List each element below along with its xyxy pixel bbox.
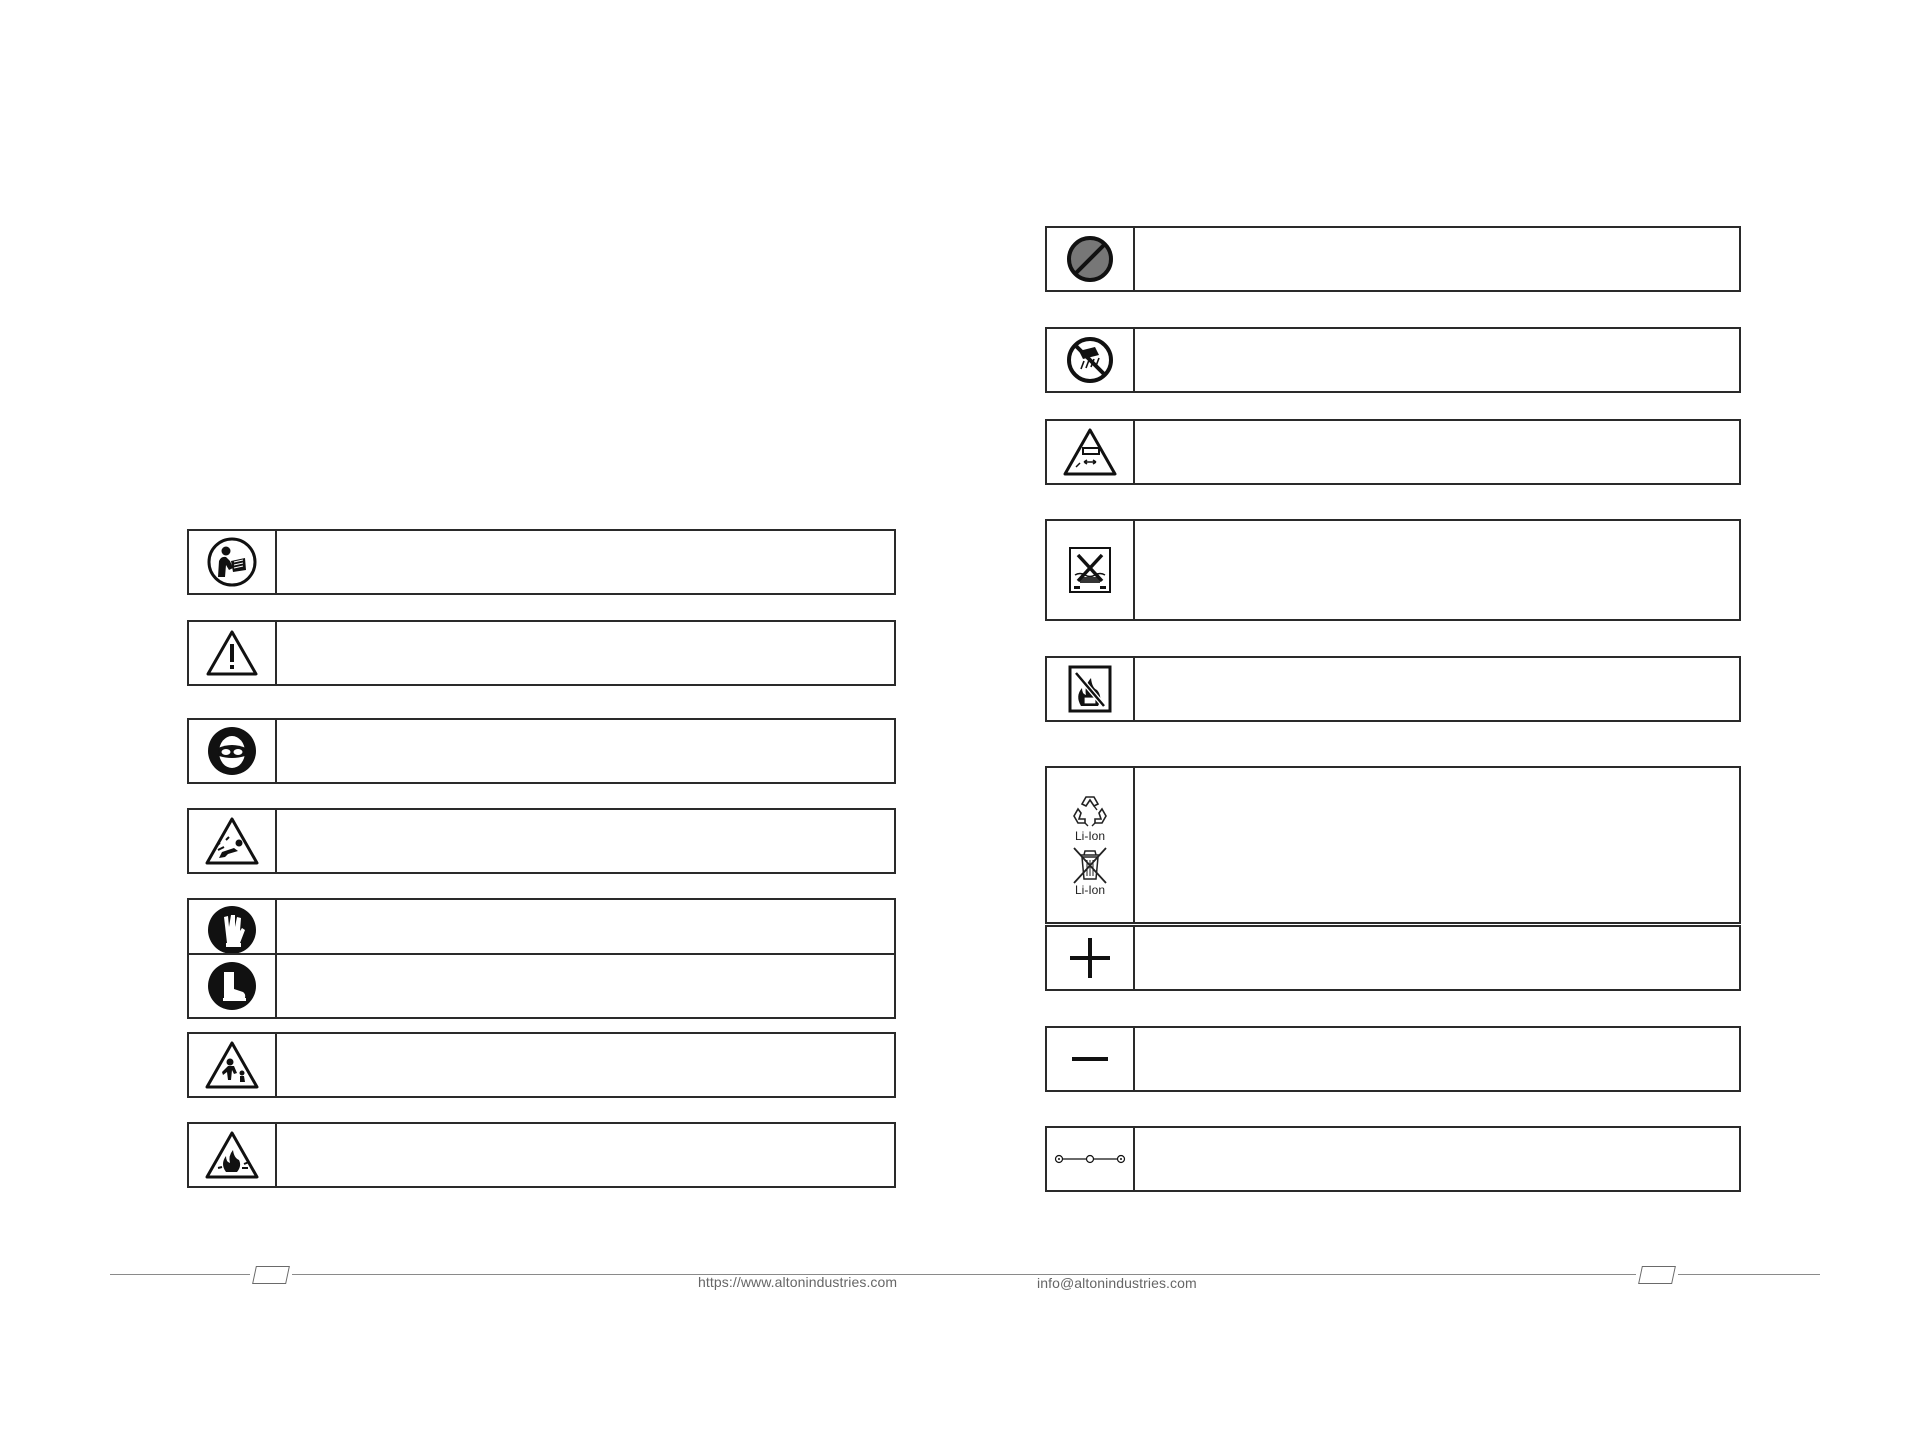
- symbol-row-no-water-immersion: [1045, 519, 1741, 621]
- page-number-tab-left: [252, 1266, 290, 1284]
- safety-boots-icon: [207, 961, 257, 1011]
- no-water-immersion-icon: [1067, 545, 1113, 595]
- symbol-description: [1137, 329, 1739, 391]
- symbol-row-read-manual: [187, 529, 896, 595]
- symbol-description: [1137, 421, 1739, 483]
- positive-terminal-icon: [1065, 933, 1115, 983]
- footer-email-link[interactable]: info@altonindustries.com: [1037, 1275, 1197, 1291]
- symbol-row-no-rain: [1045, 327, 1741, 393]
- negative-terminal-icon: [1065, 1034, 1115, 1084]
- symbol-description: [1137, 768, 1739, 922]
- symbol-row-negative: [1045, 1026, 1741, 1092]
- symbol-description: [1137, 1028, 1739, 1090]
- symbol-description: [279, 1034, 894, 1096]
- symbol-description: [1137, 658, 1739, 720]
- symbol-row-battery-temperature: [1045, 419, 1741, 485]
- footer-rule-right: [1678, 1274, 1820, 1275]
- li-ion-label: Li-Ion: [1074, 883, 1106, 897]
- no-rain-icon: [1065, 335, 1115, 385]
- symbol-row-recycle-li-ion: [1045, 766, 1741, 924]
- symbol-row-flying-debris: [187, 808, 896, 874]
- symbol-description: [279, 720, 894, 782]
- footer-rule-left: [110, 1274, 250, 1275]
- recycle-li-ion-icon: [1068, 793, 1112, 897]
- battery-temperature-warning-icon: [1062, 427, 1118, 477]
- gloves-icon: [207, 905, 257, 955]
- symbol-description: [1137, 521, 1739, 619]
- symbol-description: [279, 810, 894, 872]
- symbol-row-positive: [1045, 925, 1741, 991]
- symbol-row-warning: [187, 620, 896, 686]
- fire-hazard-warning-icon: [204, 1130, 260, 1180]
- symbol-row-dc-connection: [1045, 1126, 1741, 1192]
- symbol-row-fire-hazard: [187, 1122, 896, 1188]
- symbol-row-eye-protection: [187, 718, 896, 784]
- warning-triangle-icon: [205, 629, 259, 677]
- no-fire-icon: [1067, 664, 1113, 714]
- footer-rule-center: [292, 1274, 1636, 1275]
- symbol-description: [279, 955, 894, 1017]
- footer-website-link[interactable]: https://www.altonindustries.com: [698, 1274, 898, 1290]
- symbol-description: [1137, 228, 1739, 290]
- symbol-description: [279, 531, 894, 593]
- symbol-row-prohibited: [1045, 226, 1741, 292]
- symbol-row-no-fire: [1045, 656, 1741, 722]
- symbol-description: [1137, 927, 1739, 989]
- symbol-description: [279, 622, 894, 684]
- page-number-tab-right: [1638, 1266, 1676, 1284]
- symbol-description: [279, 1124, 894, 1186]
- dc-connection-icon: [1052, 1149, 1128, 1169]
- symbol-row-safety-boots: [187, 953, 896, 1019]
- prohibited-circle-icon: [1065, 234, 1115, 284]
- li-ion-label: Li-Ion: [1074, 829, 1106, 843]
- bystander-warning-icon: [204, 1040, 260, 1090]
- read-manual-icon: [207, 537, 257, 587]
- symbol-description: [279, 900, 894, 960]
- symbol-description: [1137, 1128, 1739, 1190]
- flying-debris-warning-icon: [204, 816, 260, 866]
- eye-protection-icon: [207, 726, 257, 776]
- symbol-row-bystanders: [187, 1032, 896, 1098]
